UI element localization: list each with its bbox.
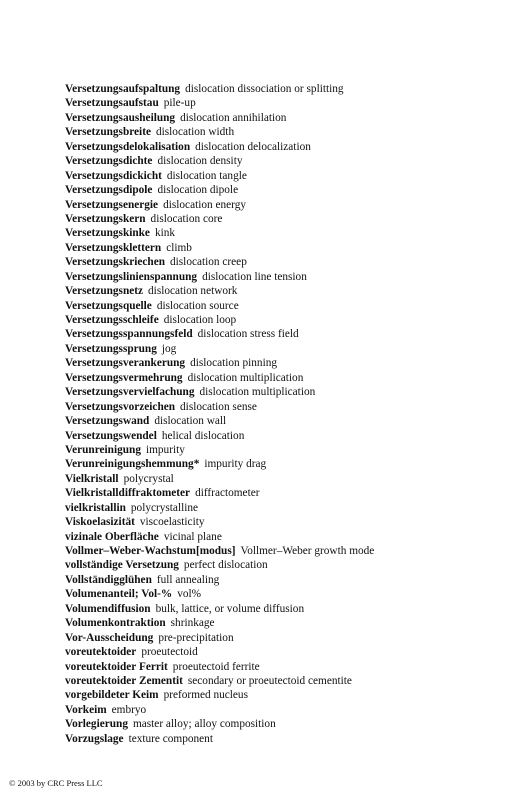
glossary-entry xyxy=(65,732,505,746)
entry-term: Versetzungsdickicht xyxy=(65,169,162,182)
glossary-entry xyxy=(65,457,505,471)
glossary-entry xyxy=(65,226,505,240)
entry-term: Versetzungsenergie xyxy=(65,198,159,211)
glossary-entry xyxy=(65,660,505,674)
glossary-entry xyxy=(65,284,505,298)
entry-definition: embryo xyxy=(111,703,147,716)
entry-definition: master alloy; alloy composition xyxy=(132,718,276,731)
entry-definition: helical dislocation xyxy=(161,429,245,442)
entry-term: Versetzungsverankerung xyxy=(65,357,186,370)
entry-term: Vorzugslage xyxy=(65,732,124,745)
entry-definition: pile-up xyxy=(163,97,196,110)
entry-definition: dislocation dissociation or splitting xyxy=(185,83,344,95)
entry-definition: climb xyxy=(166,241,192,254)
entry-term: Versetzungskinke xyxy=(65,227,150,240)
entry-term: voreutektoider Zementit xyxy=(65,674,183,687)
glossary-entry xyxy=(65,241,505,255)
entry-definition: dislocation stress field xyxy=(197,328,299,341)
entry-term: Vorkeim xyxy=(65,703,107,716)
glossary-entry xyxy=(65,400,505,414)
entry-term: Versetzungsspannungsfeld xyxy=(65,328,193,341)
glossary-entry xyxy=(65,169,505,183)
entry-term: Versetzungsnetz xyxy=(65,285,144,298)
glossary-entry xyxy=(65,198,505,212)
glossary-entry xyxy=(65,429,505,443)
entry-definition: vol% xyxy=(177,588,202,601)
entry-definition: perfect dislocation xyxy=(183,559,268,572)
entry-definition: jog xyxy=(161,342,177,355)
entry-definition: dislocation energy xyxy=(163,198,247,211)
glossary-entry xyxy=(65,602,505,616)
entry-term: Volumendiffusion xyxy=(65,602,151,615)
entry-definition: dislocation dipole xyxy=(157,184,239,197)
entry-definition: dislocation multiplication xyxy=(199,386,316,399)
entry-term: Versetzungsausheilung xyxy=(65,111,176,124)
entry-definition: dislocation multiplication xyxy=(187,371,304,384)
glossary-entry xyxy=(65,125,505,139)
glossary-entry xyxy=(65,472,505,486)
entry-definition: bulk, lattice, or volume diffusion xyxy=(155,602,305,615)
glossary-entry xyxy=(65,501,505,515)
glossary-entry xyxy=(65,342,505,356)
entry-term: Versetzungsaufstau xyxy=(65,97,159,110)
glossary-entries xyxy=(65,82,505,746)
glossary-entry xyxy=(65,313,505,327)
entry-term: Versetzungsbreite xyxy=(65,126,151,139)
glossary-entry xyxy=(65,270,505,284)
entry-definition: pre-precipitation xyxy=(158,631,234,644)
entry-term: Volumenanteil; Vol-% xyxy=(65,588,173,601)
entry-definition: polycrystal xyxy=(123,472,174,485)
copyright-footer: © 2003 by CRC Press LLC xyxy=(9,778,103,788)
glossary-entry xyxy=(65,96,505,110)
entry-term: voreutektoider Ferrit xyxy=(65,660,168,673)
entry-term: Verunreinigungshemmung* xyxy=(65,458,200,471)
entry-definition: dislocation source xyxy=(156,299,239,312)
entry-definition: polycrystalline xyxy=(130,501,199,514)
entry-definition: full annealing xyxy=(156,573,220,586)
entry-definition: dislocation density xyxy=(157,155,243,168)
glossary-entry xyxy=(65,674,505,688)
entry-term: voreutektoider xyxy=(65,646,137,659)
entry-term: vizinale Oberfläche xyxy=(65,530,159,543)
glossary-entry xyxy=(65,703,505,717)
glossary-entry xyxy=(65,154,505,168)
entry-term: Verunreinigung xyxy=(65,443,141,456)
entry-term: Versetzungskern xyxy=(65,212,146,225)
entry-definition: dislocation network xyxy=(148,285,238,298)
entry-definition: viscoelasticity xyxy=(139,516,205,529)
glossary-entry xyxy=(65,587,505,601)
entry-term: Versetzungsquelle xyxy=(65,299,152,312)
entry-term: Versetzungsklettern xyxy=(65,241,162,254)
glossary-entry xyxy=(65,631,505,645)
entry-term: Versetzungsdichte xyxy=(65,155,153,168)
entry-term: Viskoelasizität xyxy=(65,516,135,529)
glossary-entry xyxy=(65,443,505,457)
entry-definition: diffractometer xyxy=(195,487,260,500)
entry-definition: proeutectoid ferrite xyxy=(172,660,260,673)
entry-definition: proeutectoid xyxy=(141,646,198,659)
entry-term: Volumenkontraktion xyxy=(65,617,166,630)
glossary-entry xyxy=(65,515,505,529)
entry-definition: dislocation pinning xyxy=(190,357,278,370)
entry-term: Vielkristalldiffraktometer xyxy=(65,487,191,500)
entry-definition: kink xyxy=(154,227,176,240)
entry-term: Versetzungswendel xyxy=(65,429,157,442)
entry-term: Versetzungslinienspannung xyxy=(65,270,198,283)
entry-term: Vielkristall xyxy=(65,472,119,485)
entry-term: Vollständigglühen xyxy=(65,573,152,586)
glossary-entry xyxy=(65,183,505,197)
entry-term: Versetzungsschleife xyxy=(65,314,159,326)
entry-term: Versetzungsvervielfachung xyxy=(65,386,195,399)
glossary-entry xyxy=(65,645,505,659)
entry-term: Versetzungsdipole xyxy=(65,184,153,197)
entry-definition: dislocation wall xyxy=(154,415,227,428)
glossary-entry xyxy=(65,616,505,630)
glossary-entry xyxy=(65,255,505,269)
entry-term: Versetzungssprung xyxy=(65,342,157,355)
entry-term: Versetzungsvermehrung xyxy=(65,371,183,384)
entry-term: Vorlegierung xyxy=(65,718,128,731)
glossary-entry xyxy=(65,140,505,154)
entry-definition: vicinal plane xyxy=(163,530,222,543)
entry-term: vollständige Versetzung xyxy=(65,559,179,572)
entry-definition: dislocation line tension xyxy=(202,270,307,283)
entry-definition: dislocation width xyxy=(155,126,235,139)
glossary-entry xyxy=(65,486,505,500)
entry-term: Versetzungskriechen xyxy=(65,256,165,269)
entry-definition: dislocation tangle xyxy=(166,169,247,182)
entry-definition: dislocation creep xyxy=(170,256,247,269)
glossary-entry xyxy=(65,371,505,385)
glossary-entry xyxy=(65,688,505,702)
entry-definition: dislocation sense xyxy=(180,400,257,413)
entry-term: Versetzungsdelokalisation xyxy=(65,140,191,153)
entry-term: vielkristallin xyxy=(65,501,126,514)
glossary-entry xyxy=(65,414,505,428)
entry-definition: secondary or proeutectoid cementite xyxy=(187,674,352,687)
entry-definition: dislocation annihilation xyxy=(180,111,287,124)
entry-definition: impurity drag xyxy=(204,458,267,471)
glossary-entry xyxy=(65,356,505,370)
entry-term: Vollmer–Weber-Wachstum[modus] xyxy=(65,545,236,557)
glossary-entry xyxy=(65,530,505,544)
glossary-entry xyxy=(65,573,505,587)
glossary-entry xyxy=(65,558,505,572)
entry-definition: preformed nucleus xyxy=(163,689,248,702)
glossary-entry xyxy=(65,82,505,96)
glossary-entry xyxy=(65,111,505,125)
entry-definition: dislocation delocalization xyxy=(195,140,311,153)
entry-definition: shrinkage xyxy=(170,617,215,630)
entry-definition: dislocation core xyxy=(150,212,223,225)
entry-term: Versetzungsaufspaltung xyxy=(65,83,181,95)
entry-term: vorgebildeter Keim xyxy=(65,689,159,702)
glossary-entry xyxy=(65,299,505,313)
glossary-entry xyxy=(65,544,505,558)
entry-definition: Vollmer–Weber growth mode xyxy=(240,545,375,557)
entry-term: Versetzungsvorzeichen xyxy=(65,400,176,413)
entry-term: Vor-Ausscheidung xyxy=(65,631,154,644)
entry-definition: dislocation loop xyxy=(163,314,237,326)
entry-term: Versetzungswand xyxy=(65,415,150,428)
glossary-entry xyxy=(65,327,505,341)
glossary-entry xyxy=(65,717,505,731)
entry-definition: impurity xyxy=(145,443,185,456)
entry-definition: texture component xyxy=(128,732,213,745)
glossary-entry xyxy=(65,385,505,399)
glossary-entry xyxy=(65,212,505,226)
